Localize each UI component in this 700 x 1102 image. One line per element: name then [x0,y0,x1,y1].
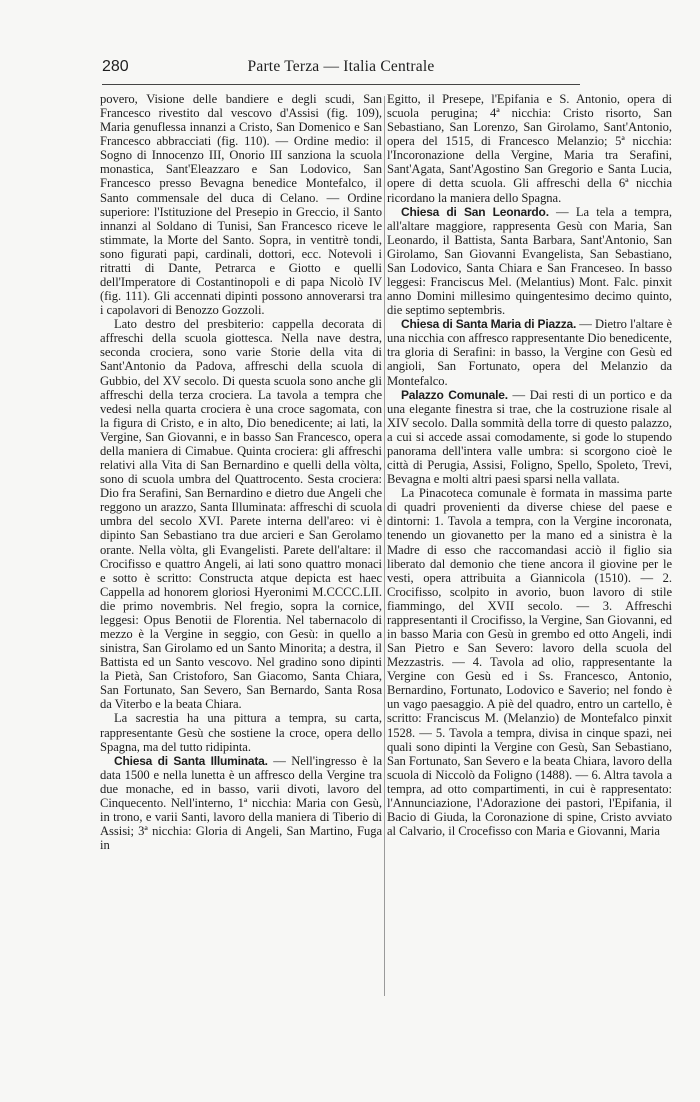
page-header [102,58,580,80]
running-title: Parte Terza — Italia Centrale [247,58,435,75]
paragraph [387,388,672,487]
paragraph-text: — La tela a tempra, all'altare maggiore, rappresenta Gesù con Maria, San Leonardo, il Battista, Santa Barbara, Sant'Antonio, San Girolamo, San Giovanni Evangelista, San Sebastiano, San Lodovico, Santa Chiara e San Franceseo. In basso leggesi: Franciscus Mel. (Melantius) Mont. Falc. pinxit anno Domini millesimo quingentesimo decimo quinto, die septimo septembris. [387,204,672,318]
paragraph [387,486,672,838]
paragraph-text: — Nell'ingresso è la data 1500 e nella lunetta è un affresco della Vergine tra due monache, ed in basso, varii divoti, lavoro del Cinquecento. Nell'interno, 1ª nicchia: Maria con Gesù, in trono, e varii Santi, lavoro della maniera di Tiberio di Assisi; 3ª nicchia: Gloria di Angeli, San Martino, Fuga in [100,753,382,853]
paragraph-text: Lato destro del presbiterio: cappella decorata di affreschi della scuola giottesca. Nella nave destra, seconda crociera, sono varie Storie della vita di Sant'Antonio da Padova, affreschi della scuola di Gubbio, del XV secolo. Di questa scuola sono anche gli affreschi della terza crociera. La tavola a tempra che vedesi nella quarta crociera è una croce sagomata, con la figura di Cristo, e in alto, Dio benedicente; ai lati, la Vergine, San Giovanni, e in basso San Francesco, opera della maniera di Cimabue. Quinta crociera: gli affreschi relativi alla Vita di San Bernardino e quelli della vòlta, sono di scuola umbra del Quattrocento. Sesta crociera: Dio fra Serafini, San Bernardino e dietro due Angeli che reggono un arazzo, Santa Illuminata: affreschi di scuola umbra del secolo XVI. Parete interna dell'areo: vi è dipinto San Sebastiano tra due arcieri e San Gerolamo orante. Nella vòlta, gli Evangelisti. Parete dell'altare: il Crocifisso e quattro Angeli, ai lati sono quattro monaci e sotto è scritto: Constructa atque depicta est haec Cappella ad honorem gloriosi Hyeronimi M.CCCC.LII. die primo novembris. Nel fregio, sopra la cornice, leggesi: Opus Benotii de Florentia. Nel tabernacolo di mezzo è la Vergine in seggio, con Gesù: in quello a sinistra, San Girolamo ed un Santo Minorita; a destra, il Battista ed un Santo vescovo. Nel gradino sono dipinti la Pietà, San Cristoforo, San Giacomo, Santa Chiara, San Fortunato, San Severo, San Bernardo, Santa Rosa da Viterbo e la beata Chiara. [100,317,382,712]
section-heading: Palazzo Comunale. [401,387,508,402]
section-heading: Chiesa di Santa Maria di Piazza. [401,317,577,332]
paragraph-text: — Dai resti di un portico e da una elegante finestra si trae, che la costruzione risale al XIV secolo. Dalla sommità della torre di questo palazzo, a cui si accede assai comodamente, si gode lo stupendo panorama dell'intera valle umbra: si scorgono cioè le città di Perugia, Assisi, Foligno, Spello, Spoleto, Trevi, Bevagna e molti altri paesi sparsi nella vallata. [387,387,672,487]
paragraph [387,92,672,205]
page-number: 280 [102,58,129,75]
paragraph [100,92,382,317]
section-heading: Chiesa di San Leonardo. [401,204,549,219]
paragraph [387,317,672,387]
section-heading: Chiesa di Santa Illuminata. [114,753,268,768]
paragraph [100,711,382,753]
paragraph [100,317,382,711]
header-rule [102,84,580,85]
column-divider [384,96,385,996]
paragraph [387,205,672,318]
left-column [100,92,382,852]
paragraph-text: Egitto, il Presepe, l'Epifania e S. Antonio, opera di scuola perugina; 4ª nicchia: Cristo risorto, San Sebastiano, San Lorenzo, San Girolamo, Sant'Antonio, opera del 1515, di Francesco Melanzio; 5ª nicchia: l'Incoronazione della Vergine, Maria tra Serafini, Sant'Agata, Sant'Agostino San Gregorio e Santa Lucia, opere di detta scuola. Gli affreschi della 6ª nicchia ricordano la maniera dello Spagna. [387,92,672,205]
paragraph [100,754,382,853]
paragraph-text: La Pinacoteca comunale è formata in massima parte di quadri provenienti da diverse chiese del paese e dintorni: 1. Tavola a tempra, con la Vergine incoronata, tenendo un giovanetto per la mano ed a sinistra è la Madre di esso che raccomandasi acciò il figlio sia liberato dal demonio che tiene ancora il giovine per le vesti, opera attribuita a Giannicola (1510). — 2. Crocifisso, scolpito in avorio, buon lavoro di stile fiammingo, del XVII secolo. — 3. Affreschi rappresentanti il Crocifisso, la Vergine, San Giovanni, ed in basso Maria con Gesù in grembo ed otto Angeli, indi San Pietro e San Severo: lavoro della scuola del Mezzastris. — 4. Tavola ad olio, rappresentante la Vergine con Gesù ed i Ss. Francesco, Antonio, Bernardino, Fortunato, Lodovico e Saverio; nel fondo è un vago paesaggio. A piè del quadro, entro un cartello, è scritto: Franciscus M. (Melanzio) de Montefalco pinxit 1528. — 5. Tavola a tempra, divisa in cinque spazi, nei quali sono dipinti la Vergine con Gesù, San Sebastiano, San Fortunato, San Severo e la beata Chiara, lavoro della scuola di Niccolò da Foligno (1488). — 6. Altra tavola a tempra, ad otto compartimenti, in cui è rappresentato: l'Annunciazione, l'Adorazione dei pastori, l'Epifania, il Bacio di Giuda, la Coronazione di spine, Cristo avviato al Calvario, il Crocefisso con Maria e Giovanni, Maria [387,486,672,839]
paragraph-text: La sacrestia ha una pittura a tempra, su carta, rappresentante Gesù che sostiene la croce, opera dello Spagna, ma del tutto ridipinta. [100,711,382,754]
paragraph-text: — Dietro l'altare è una nicchia con affresco rappresentante Dio benedicente, tra gloria di Serafini: in basso, la Vergine con Gesù ed angioli, San Fortunato, opera del Melanzio da Montefalco. [387,317,672,388]
paragraph-text: povero, Visione delle bandiere e degli scudi, San Francesco rivestito dal vescovo d'Assisi (fig. 109), Maria genuflessa innanzi a Cristo, San Domenico e San Francesco abbracciati (fig. 110). — Ordine medio: il Sogno di Innocenzo III, Onorio III sanziona la scuola monastica, Sant'Eleazzaro e San Lodovico, San Francesco presso Bevagna benedice Montefalco, il Santo commensale del duca di Celano. — Ordine superiore: l'Istituzione del Presepio in Greccio, il Santo innanzi al Soldano di Tunisi, San Francesco riceve le stimmate, la Morte del Santo. Sopra, in ventitrè tondi, sono figurati papi, cardinali, dottori, ecc. Notevoli i ritratti di Dante, Petrarca e Giotto e quelli dell'Imperatore di Costantinopoli e di papa Nicolò IV (fig. 111). Gli accennati dipinti possono annoverarsi tra i capolavori di Benozzo Gozzoli. [100,92,382,318]
right-column [387,92,672,838]
